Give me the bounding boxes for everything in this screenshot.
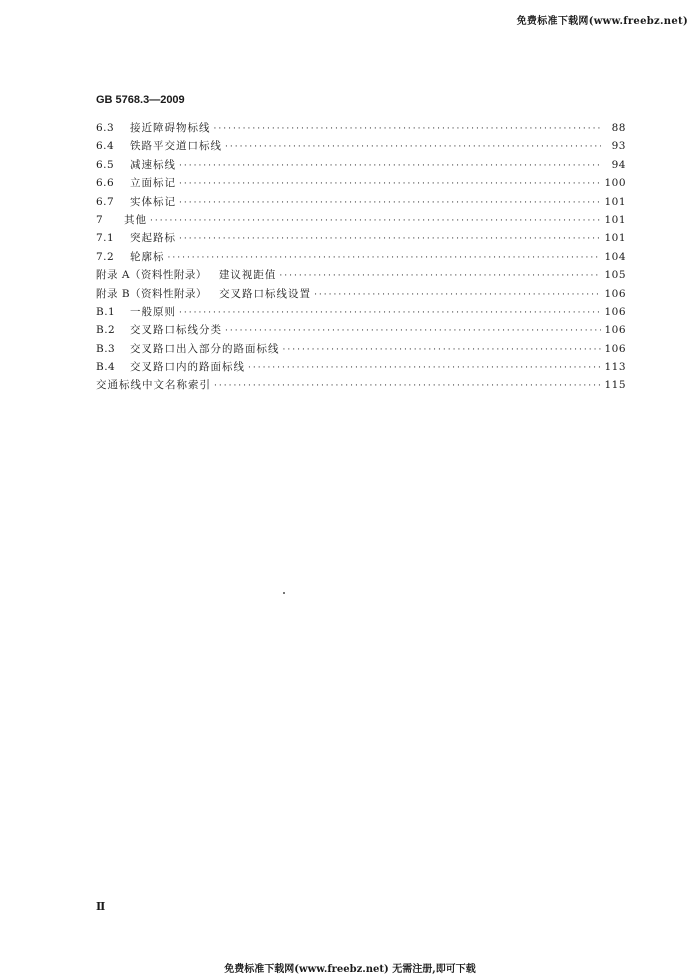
toc-entry-b-2[interactable] [96,322,626,340]
toc-entry-b-4[interactable] [96,359,626,377]
toc-entry-title: 减速标线 [130,158,176,171]
toc-dot-leader [179,179,601,189]
toc-entry-title: 交叉路口出入部分的路面标线 [130,342,280,355]
toc-entry-7-1[interactable] [96,230,626,248]
toc-dot-leader [279,271,601,281]
toc-entry-6-3[interactable] [96,120,626,138]
toc-dot-leader [168,253,602,263]
toc-entry-title: 立面标记 [130,177,176,190]
footer-watermark: 免费标准下载网(www.freebz.net) 无需注册,即可下载 [224,964,476,975]
page-number: Ⅱ [96,900,106,913]
table-of-contents [96,120,626,396]
toc-dot-leader [179,198,601,208]
toc-dot-leader [214,381,601,391]
toc-dot-leader [150,216,601,226]
toc-entry-number: 附录 A（资料性附录） [96,269,207,282]
toc-entry-7-2[interactable] [96,249,626,267]
toc-entry-page: 113 [604,361,626,374]
toc-entry-6-4[interactable] [96,138,626,156]
toc-entry-6-6[interactable] [96,175,626,193]
toc-entry-title: 实体标记 [130,195,176,208]
toc-entry-6-5[interactable] [96,157,626,175]
toc-entry-page: 101 [604,213,626,226]
toc-entry-title: 交通标线中文名称索引 [96,379,211,392]
toc-entry-number: 6.4 [96,140,115,153]
toc-entry-page: 105 [604,269,626,282]
toc-entry-6-7[interactable] [96,194,626,212]
toc-entry-title: 交叉路口内的路面标线 [130,361,245,374]
toc-dot-leader [314,290,601,300]
toc-entry-page: 100 [604,177,626,190]
toc-entry-title: 一般原则 [130,305,176,318]
toc-entry-page: 88 [611,122,626,134]
toc-entry-number: 附录 B（资料性附录） [96,287,208,300]
toc-entry-number: 6.3 [96,122,115,134]
toc-entry-7[interactable] [96,212,626,230]
toc-entry-title: 建议视距值 [218,269,277,282]
toc-dot-leader [179,308,601,318]
toc-entry-page: 93 [611,140,626,153]
toc-dot-leader [179,234,601,244]
toc-entry-page: 94 [611,158,626,171]
toc-entry-b-1[interactable] [96,304,626,322]
toc-entry-page: 106 [604,287,626,300]
toc-entry-appendix-b[interactable] [96,286,626,304]
toc-dot-leader [283,345,602,355]
toc-entry-number: 6.7 [96,195,115,208]
toc-dot-leader [225,142,601,152]
toc-entry-number: B.3 [96,342,116,355]
toc-entry-title: 铁路平交道口标线 [130,140,222,153]
toc-entry-number: B.4 [96,361,116,374]
toc-entry-page: 101 [604,195,626,208]
toc-dot-leader [179,161,601,171]
toc-entry-page: 101 [604,232,626,245]
toc-entry-title: 轮廓标 [130,250,165,263]
toc-entry-index[interactable] [96,377,626,395]
toc-entry-number: 7 [96,213,104,226]
toc-entry-page: 106 [604,324,626,337]
toc-entry-number: B.2 [96,324,116,337]
toc-entry-page: 106 [604,305,626,318]
toc-entry-page: 106 [604,342,626,355]
toc-entry-title: 突起路标 [130,232,176,245]
toc-entry-number: 7.2 [96,250,115,263]
scan-speck [283,592,285,594]
toc-dot-leader [225,326,601,336]
toc-entry-title: 交叉路口标线设置 [219,287,312,300]
toc-entry-page: 104 [604,250,626,263]
header-watermark: 免费标准下载网(www.freebz.net) [516,16,688,27]
toc-entry-title: 交叉路口标线分类 [130,324,222,337]
toc-entry-number: 6.5 [96,158,115,171]
toc-entry-number: 6.6 [96,177,115,190]
toc-entry-number: B.1 [96,305,116,318]
toc-entry-title: 其他 [124,213,147,226]
toc-dot-leader [248,363,601,373]
document-id: GB 5768.3—2009 [96,94,185,106]
toc-entry-appendix-a[interactable] [96,267,626,285]
toc-entry-page: 115 [604,379,626,392]
toc-entry-number: 7.1 [96,232,115,245]
toc-dot-leader [214,124,602,134]
toc-entry-b-3[interactable] [96,341,626,359]
toc-entry-title: 接近障碍物标线 [130,122,211,134]
